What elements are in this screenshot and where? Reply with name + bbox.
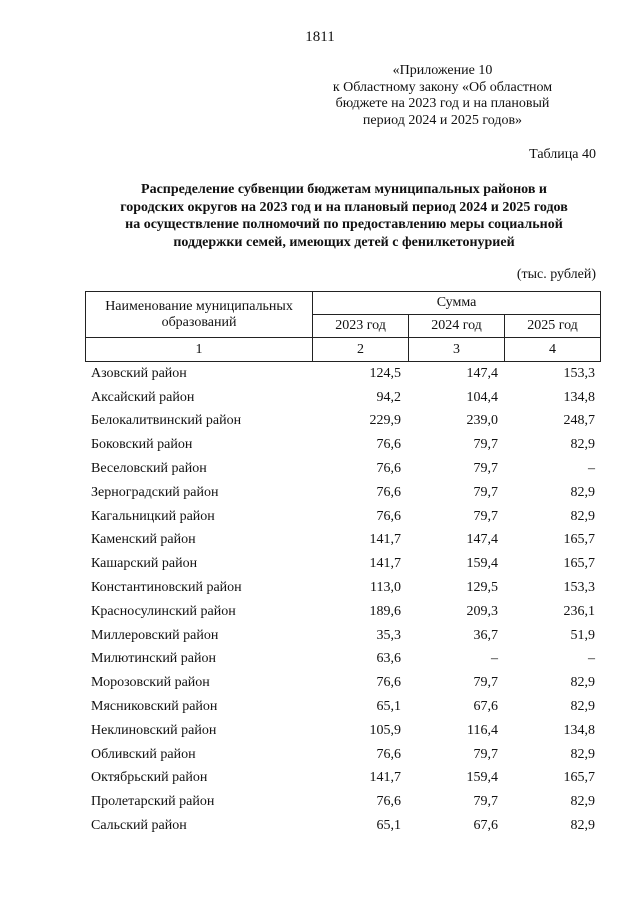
amount-2023: 141,7 [369,532,401,548]
amount-2024: 36,7 [473,627,498,643]
amount-2024: 147,4 [466,532,498,548]
municipality-name: Боковский район [91,437,193,453]
amount-2024: 79,7 [473,437,498,453]
amount-2024: 67,6 [473,699,498,715]
municipality-name: Пролетарский район [91,794,215,810]
appendix-line: «Приложение 10 [392,63,493,78]
amount-2023: 76,6 [376,794,401,810]
amount-2023: 189,6 [369,603,401,619]
table-row [85,624,601,648]
amount-2024: 209,3 [466,603,498,619]
amount-2024: 159,4 [466,556,498,572]
header-name-line: Наименование муниципальных [105,298,293,314]
amount-2025: 153,3 [563,365,595,381]
title-line: Распределение субвенции бюджетам муниципальных районов и [141,182,547,197]
table-row [85,505,601,529]
table-row [85,671,601,695]
table-row [85,576,601,600]
table-row [85,695,601,719]
municipality-name: Азовский район [91,365,187,381]
amount-2023: 124,5 [369,365,401,381]
amount-2024: 159,4 [466,770,498,786]
column-number-cell: 4 [505,338,601,362]
header-name-line: образований [161,314,237,330]
municipality-name: Кашарский район [91,556,198,572]
amount-2023: 65,1 [376,699,401,715]
amount-2024: 79,7 [473,794,498,810]
amount-2023: 65,1 [376,818,401,834]
amount-2025: 82,9 [570,675,595,691]
table-row [85,552,601,576]
amount-2024: 79,7 [473,746,498,762]
table-row [85,767,601,791]
appendix-line: период 2024 и 2025 годов» [362,112,523,128]
municipality-name: Октябрьский район [91,770,208,786]
table-row [85,481,601,505]
title-line: городских округов на 2023 год и на плановый период 2024 и 2025 годов [120,199,568,215]
amount-2023: 229,9 [369,413,401,429]
amount-2023: 76,6 [376,484,401,500]
page-number: 1811 [305,29,335,45]
document-title [84,181,604,251]
amount-2025: 82,9 [570,484,595,500]
municipality-name: Зерноградский район [91,484,219,500]
table-row [85,600,601,624]
amount-2023: 105,9 [369,722,401,738]
header-sum-cell: Сумма [313,292,601,315]
amount-2024: 147,4 [466,365,498,381]
amount-2025: 82,9 [570,746,595,762]
amount-2025: 236,1 [563,603,595,619]
amount-2025: 134,8 [563,722,595,738]
header-name-cell [86,292,313,338]
column-number-cell: 3 [409,338,505,362]
municipality-name: Красносулинский район [91,603,236,619]
amount-2023: 113,0 [370,580,401,596]
amount-2025: 51,9 [570,627,595,643]
amount-2023: 63,6 [376,651,401,667]
header-year-cell: 2025 год [505,315,601,338]
amount-2023: 76,6 [376,461,401,477]
amount-2024: 116,4 [466,722,498,738]
table-row [85,457,601,481]
header-year-cell: 2023 год [313,315,409,338]
amount-2024: – [490,651,498,667]
municipality-name: Кагальницкий район [91,508,215,524]
title-line: поддержки семей, имеющих детей с фенилкетонурией [173,234,515,250]
column-number-cell: 1 [86,338,313,362]
amount-2023: 76,6 [376,508,401,524]
municipality-name: Морозовский район [91,675,210,691]
table-row [85,648,601,672]
amount-2025: 82,9 [570,818,595,834]
municipality-name: Веселовский район [91,461,207,477]
table-label: Таблица 40 [529,147,596,162]
amount-2023: 94,2 [376,389,401,405]
table-row [85,529,601,553]
municipality-name: Миллеровский район [91,627,219,643]
amount-2024: 79,7 [473,675,498,691]
amount-2023: 76,6 [376,746,401,762]
table-header [85,291,601,362]
municipality-name: Каменский район [91,532,196,548]
appendix-line: бюджете на 2023 год и на плановый [335,96,550,111]
amount-2025: 153,3 [563,580,595,596]
amount-2025: 82,9 [570,508,595,524]
title-line: на осуществление полномочий по предоставлению меры социальной [125,217,563,232]
amount-2025: – [588,461,595,477]
amount-2025: 248,7 [563,413,595,429]
municipality-name: Аксайский район [91,389,195,405]
amount-2024: 79,7 [473,508,498,524]
table-row [85,743,601,767]
amount-2025: 82,9 [570,437,595,453]
appendix-note [300,63,585,129]
municipality-name: Сальский район [91,818,187,834]
amount-2023: 141,7 [369,556,401,572]
amount-2023: 76,6 [376,675,401,691]
amount-2023: 141,7 [369,770,401,786]
amount-2024: 67,6 [473,818,498,834]
table-row [85,386,601,410]
municipality-name: Мясниковский район [91,699,218,715]
amount-2025: 82,9 [570,699,595,715]
table-row [85,362,601,386]
amount-2025: 165,7 [563,556,595,572]
amount-2024: 79,7 [473,461,498,477]
table-row [85,433,601,457]
appendix-line: к Областному закону «Об областном [332,79,553,95]
municipality-name: Милютинский район [91,651,217,667]
amount-2025: 134,8 [563,389,595,405]
table-body [85,362,601,838]
amount-2023: 35,3 [376,627,401,643]
municipality-name: Константиновский район [91,580,242,596]
table-row [85,814,601,838]
amount-2025: 82,9 [570,794,595,810]
municipality-name: Белокалитвинский район [91,413,242,429]
table-row [85,790,601,814]
amount-2025: 165,7 [563,770,595,786]
column-number-cell: 2 [313,338,409,362]
amount-2024: 79,7 [473,484,498,500]
amount-2024: 104,4 [466,389,498,405]
table-row [85,719,601,743]
amount-2025: – [588,651,595,667]
amount-2023: 76,6 [376,437,401,453]
amount-2025: 165,7 [563,532,595,548]
municipality-name: Неклиновский район [91,722,217,738]
header-year-cell: 2024 год [409,315,505,338]
table-row [85,410,601,434]
municipality-name: Обливский район [91,746,196,762]
amount-2024: 129,5 [466,580,498,596]
units-label: (тыс. рублей) [516,267,596,282]
amount-2024: 239,0 [466,413,498,429]
